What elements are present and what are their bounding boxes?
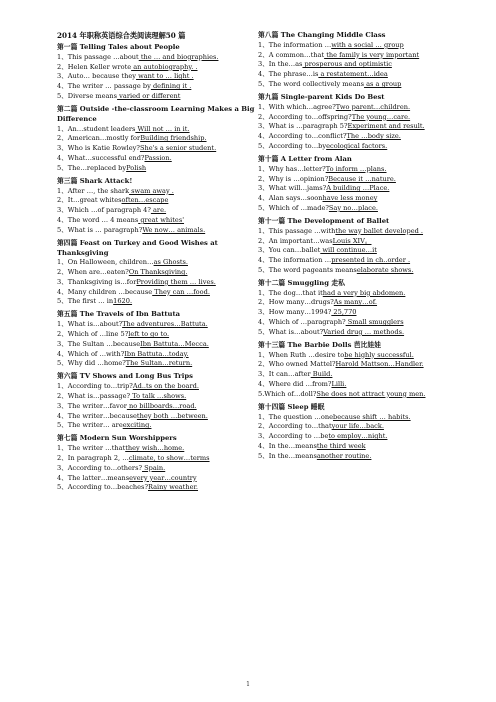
answer-text: Experiment and result. <box>347 122 425 131</box>
question-line <box>57 444 267 454</box>
answer-text: great whites' <box>138 215 185 224</box>
answer-text: The young…care. <box>351 112 411 121</box>
question-text: 2、When are…eaten? <box>57 268 129 277</box>
question-line <box>57 82 267 92</box>
question-line <box>57 288 267 298</box>
question-line <box>258 70 468 80</box>
question-text: 3、Thanksgiving is…for <box>57 277 137 286</box>
answer-text: as a group <box>364 79 402 88</box>
question-text: 4、Which of …with? <box>57 349 125 358</box>
answer-text: On Thanksgiving. <box>128 268 188 277</box>
question-text: 4、The information … <box>258 256 332 265</box>
question-text: 1、Why has…letter? <box>258 164 326 173</box>
question-line <box>57 125 267 135</box>
document-title: 2014 年职称英语综合类阅读理解50 篇 <box>57 31 186 40</box>
question-line <box>57 92 267 102</box>
question-text: 4、Alan says…soon <box>258 194 323 203</box>
question-text: 5、Diverse means <box>57 91 118 100</box>
question-line <box>258 432 468 442</box>
question-text: 1、With which…agree? <box>258 102 336 111</box>
question-text: 2、Why is …opinion? <box>258 174 329 183</box>
answer-text: varied or different <box>117 91 181 100</box>
answer-text: as Ghosts. <box>153 258 188 267</box>
question-text: 4、The word … 4 means <box>57 215 139 224</box>
question-text: 3、The Sultan …because <box>57 339 141 348</box>
answer-text: the family is very important <box>324 50 420 59</box>
question-line <box>57 421 267 431</box>
answer-text: Two parent…children. <box>335 102 411 111</box>
question-text: 2、It…great whites <box>57 196 122 205</box>
page-number: 1 <box>246 681 250 688</box>
question-line <box>258 370 468 380</box>
question-text: 2、An important…was <box>258 236 333 245</box>
question-text: 1、What is…about? <box>57 320 123 329</box>
answer-text: they both …between. <box>136 411 208 420</box>
section-heading: 第三篇 Shark Attack! <box>57 176 133 185</box>
answer-text: Ibn Battuta…today. <box>124 349 189 358</box>
left-column <box>57 43 267 493</box>
question-line <box>258 194 468 204</box>
question-line <box>258 390 468 400</box>
question-line <box>57 320 267 330</box>
question-text: 5、The…replaced by <box>57 163 127 172</box>
answer-text: 1620. <box>113 297 133 306</box>
answer-text: Spain. <box>142 463 166 472</box>
question-line <box>258 80 468 90</box>
question-line <box>57 412 267 422</box>
question-line <box>57 297 267 307</box>
answer-text: because shift … habits. <box>332 412 411 421</box>
question-line <box>57 154 267 164</box>
section-heading: 第四篇 Feast on Turkey and Good Wishes at Thanksgiving <box>57 238 218 257</box>
question-text: 2、In paragraph 2, … <box>57 454 129 462</box>
question-line <box>57 53 267 63</box>
question-line <box>258 103 468 113</box>
answer-text: an autobiography. . <box>131 62 198 71</box>
section-heading: 第八篇 The Changing Middle Class <box>258 31 386 39</box>
question-text: 4、Many children …because <box>57 287 153 296</box>
question-text: 3、Auto… because they <box>57 72 137 81</box>
question-line <box>258 246 468 256</box>
answer-text: a restatement…idea <box>318 70 388 79</box>
answer-text: Because it …nature. <box>328 174 396 183</box>
answer-text: A building …Place. <box>326 184 390 193</box>
question-line <box>258 452 468 462</box>
question-text: 3、Which …of paragraph 4? <box>57 206 151 215</box>
question-text: 5.Which of…doll? <box>258 389 317 398</box>
answer-text: are. <box>150 206 167 215</box>
answer-text: We now… animals. <box>142 225 206 234</box>
question-line <box>258 442 468 452</box>
answer-text: elaborate shows. <box>356 265 414 274</box>
question-line <box>57 216 267 226</box>
question-line <box>258 165 468 175</box>
answer-text: Varied drug … methods. <box>323 327 405 336</box>
question-text: 2、How many…drugs? <box>258 298 334 307</box>
question-text: 2、What is…passage? <box>57 392 131 401</box>
answer-text: To talk …shows. <box>130 392 187 401</box>
question-line <box>57 268 267 278</box>
answer-text: had a very big abdomen. <box>322 288 406 297</box>
answer-text: The adventures…Battuta. <box>122 320 208 329</box>
question-text: 2、According to…offspring? <box>258 112 352 121</box>
question-line <box>57 382 267 392</box>
question-text: 5、The first … in <box>57 297 114 306</box>
question-line <box>258 351 468 361</box>
question-text: 5、According to…beaches? <box>57 483 148 492</box>
question-line <box>57 483 267 493</box>
answer-text: Ad..ts on the board. <box>132 382 199 391</box>
answer-text: they wish…home. <box>125 444 185 453</box>
question-text: 2、Which of …line 5? <box>57 330 129 339</box>
question-text: 5、What is…about? <box>258 327 324 336</box>
question-line <box>258 266 468 276</box>
question-text: 3、It can…after <box>258 370 311 379</box>
question-line <box>258 175 468 185</box>
question-text: 4、The latter…means <box>57 473 130 482</box>
question-line <box>258 413 468 423</box>
question-line <box>57 63 267 73</box>
answer-text: Building friendship. <box>140 134 207 143</box>
answer-text: left to go to. <box>128 330 170 339</box>
question-text: 1、This passage …with <box>258 226 336 235</box>
question-text: 2、According to…that <box>258 422 332 431</box>
section-heading: 第九篇 Single-parent Kids Do Best <box>258 92 385 101</box>
answer-text: The Sultan…return. <box>125 359 193 368</box>
question-line <box>57 474 267 484</box>
question-line <box>258 227 468 237</box>
question-text: 1、The question …one <box>258 412 333 421</box>
answer-text: be highly successful. <box>344 350 414 359</box>
question-line <box>258 237 468 247</box>
question-line <box>57 164 267 174</box>
section-heading: 第十二篇 Smuggling 走私 <box>258 278 345 287</box>
question-line <box>258 204 468 214</box>
answer-text: Polish <box>126 163 147 172</box>
question-text: 4、The writer … passage by <box>57 82 151 91</box>
question-text: 1、An…student leaders <box>57 124 136 133</box>
question-text: 3、In the…as <box>258 60 303 69</box>
question-text: 1、After …, the shark <box>57 186 130 195</box>
question-text: 3、Who is Katie Rowley? <box>57 144 140 153</box>
section-heading: 第十一篇 The Development of Ballet <box>258 216 390 225</box>
question-text: 4、Which of …paragraph? <box>258 318 346 327</box>
question-text: 5、Which of …made? <box>258 203 329 212</box>
question-line <box>57 340 267 350</box>
answer-text: presented in ch..order . <box>331 256 411 265</box>
question-line <box>57 350 267 360</box>
question-line <box>258 328 468 338</box>
question-line <box>258 60 468 70</box>
answer-text: Harold Mattson…Handler. <box>335 360 424 369</box>
question-line <box>258 132 468 142</box>
question-text: 5、The word collectively means <box>258 79 365 88</box>
question-text: 1、This passage …about <box>57 52 139 61</box>
right-column <box>258 31 468 462</box>
question-line <box>57 72 267 82</box>
question-line <box>258 360 468 370</box>
question-text: 4、According to…conflict? <box>258 132 347 141</box>
answer-text: Build. <box>310 370 333 379</box>
question-text: 3、You can…ballet <box>258 246 321 255</box>
answer-text: ecological factors. <box>326 141 388 150</box>
question-line <box>258 51 468 61</box>
question-line <box>57 359 267 369</box>
answer-text: to employ…night. <box>328 432 388 441</box>
answer-text: the third week <box>316 442 366 450</box>
question-line <box>258 122 468 132</box>
question-text: 4、In the…means <box>258 442 317 450</box>
question-line <box>258 318 468 328</box>
question-line <box>57 278 267 288</box>
question-text: 2、American…mostly for <box>57 134 141 143</box>
answer-text: another routine. <box>316 451 372 460</box>
answer-text: prosperous and optimistic <box>302 60 392 69</box>
answer-text: want to … light . <box>136 72 194 81</box>
answer-text: will continue…it <box>320 246 377 255</box>
answer-text: 25,770 <box>331 308 357 317</box>
answer-text: As many…of. <box>333 298 378 307</box>
question-line <box>57 144 267 154</box>
question-text: 5、According to…by <box>258 141 327 150</box>
answer-text: exciting. <box>122 421 152 430</box>
question-line <box>57 226 267 236</box>
answer-text: every year…country <box>129 473 197 482</box>
question-line <box>57 134 267 144</box>
question-text: 5、Why did …home? <box>57 359 126 368</box>
answer-text: have less money <box>322 194 378 203</box>
question-text: 2、Helen Keller wrote <box>57 62 132 71</box>
question-text: 3、How many…1994? <box>258 308 332 317</box>
question-line <box>258 380 468 390</box>
question-text: 3、According to …be <box>258 432 329 441</box>
question-line <box>57 196 267 206</box>
answer-text: Providing them … lives. <box>136 277 216 286</box>
question-line <box>57 187 267 197</box>
question-text: 1、On Halloween, children… <box>57 258 154 267</box>
question-text: 3、What is …paragraph 5? <box>258 122 348 131</box>
section-heading: 第十篇 A Letter from Alan <box>258 154 352 163</box>
question-line <box>57 330 267 340</box>
question-text: 3、What will…jams? <box>258 184 327 193</box>
question-line <box>258 308 468 318</box>
answer-text: She's a senior student. <box>139 144 217 153</box>
answer-text: Passion. <box>144 153 172 162</box>
section-heading: 第二篇 Outside -the-classroom Learning Makes a Big Difference <box>57 104 255 123</box>
question-text: 3、According to…others? <box>57 463 143 472</box>
question-line <box>258 256 468 266</box>
section-heading: 第一篇 Telling Tales about People <box>57 43 180 51</box>
answer-text: defining it . <box>150 82 192 91</box>
question-line <box>57 258 267 268</box>
question-line <box>258 41 468 51</box>
question-text: 4、The writer…because <box>57 411 137 420</box>
question-line <box>57 402 267 412</box>
answer-text: the … and biographies. <box>138 52 219 61</box>
answer-text: Lilli. <box>331 380 347 389</box>
section-heading: 第十三篇 The Barbie Dolls 芭比娃娃 <box>258 340 381 349</box>
question-text: 4、What…successful end? <box>57 153 145 162</box>
question-text: 5、In the…means <box>258 451 317 460</box>
question-text: 1、The writer …that <box>57 444 126 453</box>
answer-text: the way ballet developed . <box>335 226 424 235</box>
answer-text: swam away . <box>129 186 174 195</box>
section-heading: 第六篇 TV Shows and Long Bus Trips <box>57 372 193 381</box>
question-text: 5、What is … paragraph? <box>57 225 143 234</box>
question-line <box>258 184 468 194</box>
question-line <box>258 289 468 299</box>
question-text: 1、The dog…that it <box>258 288 323 297</box>
question-line <box>57 206 267 216</box>
question-text: 4、The phrase…is <box>258 70 319 79</box>
question-text: 1、According to…trip? <box>57 382 133 391</box>
question-line <box>57 454 267 464</box>
answer-text: Say no…place. <box>328 203 378 212</box>
question-text: 5、The word pageants means <box>258 265 357 274</box>
answer-text: Small smugglers <box>345 318 404 327</box>
answer-text: The …body size. <box>346 132 401 141</box>
question-text: 1、When Ruth …desire to <box>258 350 345 359</box>
answer-text: climate, to show…terms <box>128 454 210 462</box>
answer-text: no billboards…road. <box>126 401 197 410</box>
question-text: 4、Where did …from? <box>258 380 332 389</box>
question-text: 3、The writer…favor <box>57 401 127 410</box>
question-line <box>57 464 267 474</box>
answer-text: Rainy weather. <box>147 483 199 492</box>
question-line <box>258 298 468 308</box>
answer-text: Louis XIV。 <box>332 236 372 245</box>
section-heading: 第七篇 Modern Sun Worshippers <box>57 434 177 443</box>
question-line <box>258 142 468 152</box>
question-line <box>258 422 468 432</box>
section-heading: 第十四篇 Sleep 睡眠 <box>258 402 325 411</box>
question-text: 2、A common…that <box>258 50 325 59</box>
question-line <box>57 392 267 402</box>
question-text: 1、The information … <box>258 40 332 49</box>
answer-text: Will not … in it. <box>135 124 190 133</box>
answer-text: They can …food. <box>152 287 210 296</box>
answer-text: with a social … group <box>331 40 404 49</box>
answer-text: often…escape <box>121 196 169 205</box>
question-line <box>258 113 468 123</box>
section-heading: 第五篇 The Travels of Ibn Battuta <box>57 310 181 319</box>
answer-text: Ibn Battuta…Mecca. <box>140 339 209 348</box>
answer-text: your life…back. <box>331 422 384 431</box>
answer-text: To inform …plans. <box>325 164 387 173</box>
question-text: 2、Who owned Mattel? <box>258 360 336 369</box>
answer-text: She does not attract young men. <box>316 389 426 398</box>
question-text: 5、The writer… are <box>57 421 123 430</box>
